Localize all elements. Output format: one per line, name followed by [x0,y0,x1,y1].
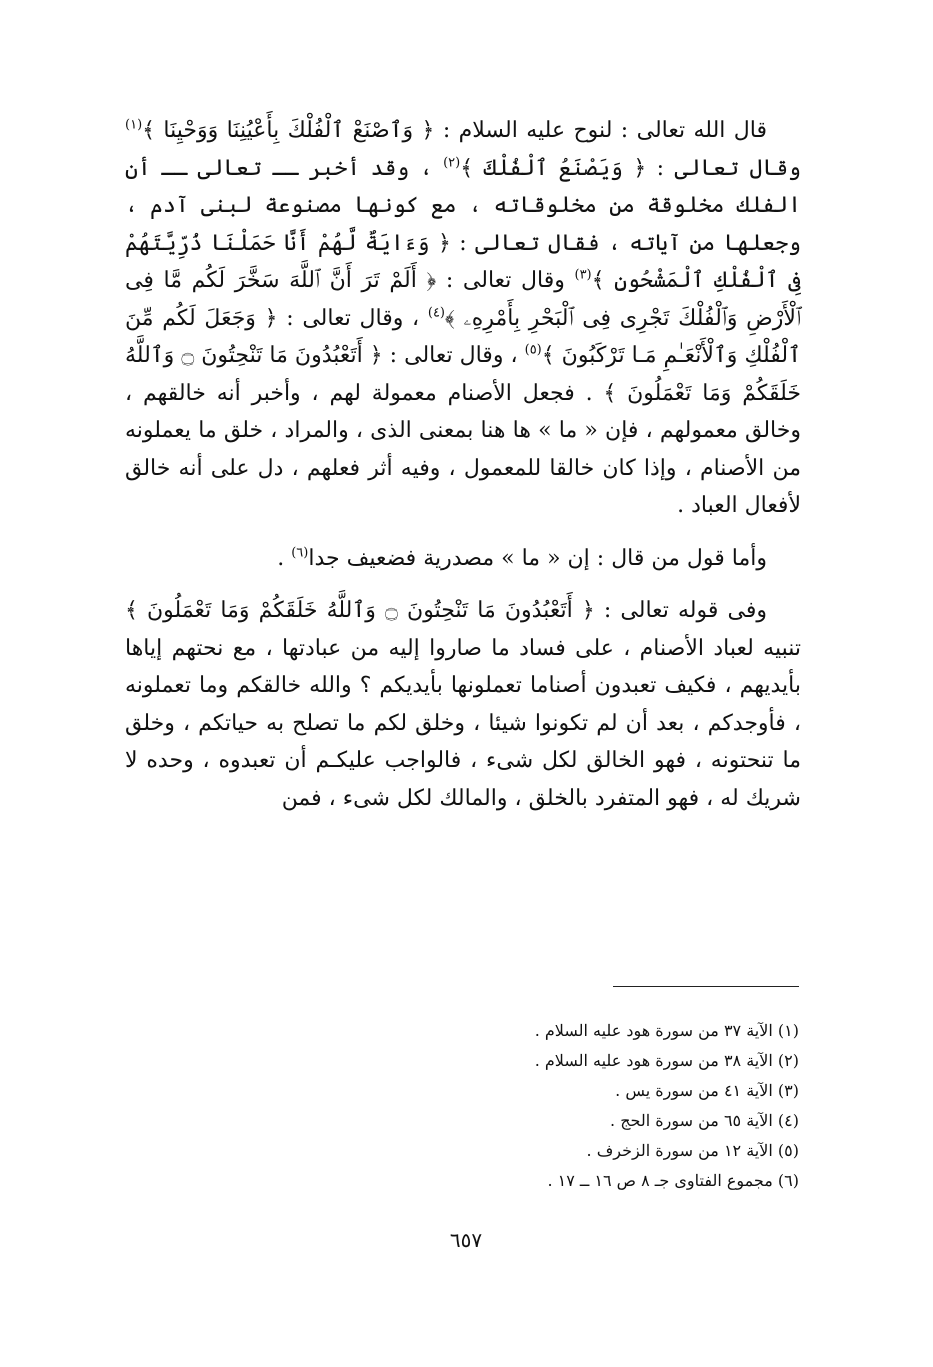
footnote-separator [613,986,799,987]
paragraph-text: وقال تعالى : ﴿ أَلَمْ تَرَ أَنَّ ٱللَّهَ سَخَّرَ لَكُم مَّا فِى ٱلْأَرْضِ وَٱلْفُلْكَ تَجْرِى فِى ٱلْبَحْرِ بِأَمْرِهِۦ ﴾ [125,268,801,331]
footnote-reference: (٥) [524,342,542,358]
paragraph [125,112,801,525]
footnote-reference: (٤) [427,305,445,321]
footnote: (٣) الآية ٤١ من سورة يس . [615,1081,799,1100]
paragraph [125,540,801,578]
footnote: (٢) الآية ٣٨ من سورة هود عليه السلام . [534,1051,799,1070]
body-text [125,112,801,817]
footnote: (١) الآية ٣٧ من سورة هود عليه السلام . [534,1021,799,1040]
paragraph-text: وأما قول من قال : إن « ما » مصدرية فضعيف جدا [308,545,767,571]
paragraph-text: وقال تعالى : ﴿ وَيَصْنَعُ ٱلْفُلْكَ ﴾ [460,155,802,181]
footnote: (٤) الآية ٦٥ من سورة الحج . [610,1111,799,1130]
page-number: ٦٥٧ [449,1228,483,1252]
paragraph-text: ، وقال تعالى : ﴿ وَجَعَلَ لَكُم مِّنَ ٱلْفُلْكِ وَٱلْأَنْعَـٰمِ مَـا تَرْكَبُونَ ﴾ [125,305,802,368]
paragraph-text: وفى قوله تعالى : ﴿ أَتَعْبُدُونَ مَا تَنْحِتُونَ ۝ وَٱللَّهُ خَلَقَكُمْ وَمَا تَعْمَلُونَ ﴾ تنبيه لعباد الأصنام ، على فساد ما صاروا إليه من عبادتها ، مع نحتهم إياها بأيديهم ، فكيف تعبدون أصناما تعملونها بأيديكم ؟ والله خالقكم وما تعملونه ، فأوجدكم ، بعد أن لم تكونوا شيئا ، وخلق لكم ما تصلح به حياتكم ، وخلق ما تنحتونه ، فهو الخالق لكل شىء ، فالواجب عليكـم أن تعبدوه ، وحده لا شريك له ، فهو المتفرد بالخلق ، والمالك لكل شىء ، فمن [125,598,802,811]
footnote: (٦) مجموع الفتاوى جـ ٨ ص ١٦ ــ ١٧ . [547,1171,799,1190]
paragraph-text: قال الله تعالى : لنوح عليه السلام : ﴿ وَٱصْنَعْ ٱلْفُلْكَ بِأَعْيُنِنَا وَوَحْيِنَا ﴾ [142,118,767,143]
footnote: (٥) الآية ١٢ من سورة الزخرف . [586,1141,799,1160]
footnote-reference: (٢) [443,155,461,171]
footnotes [299,1016,799,1196]
paragraph-text: . [277,545,292,571]
paragraph [125,592,801,817]
footnote-reference: (٦) [291,545,309,561]
footnote-reference: (١) [125,117,143,133]
paragraph-text: ، وقد أخبر ــ تعالى ــ أن الفلك مخلوقة من مخلوقاته ، مع كونها مصنوعة لبنى آدم ، وجعلها من آياته ، فقال تعالى : ﴿ وَءَايَةٌ لَّهُمْ أَنَّا حَمَلْنَا ذُرِّيَّتَهُمْ فِى ٱلْفُلْكِ ٱلْمَشْحُونِ ﴾ [125,155,801,293]
footnote-reference: (٣) [574,267,592,283]
paragraph-text: ، وقال تعالى : ﴿ أَتَعْبُدُونَ مَا تَنْحِتُونَ ۝ وَٱللَّهُ خَلَقَكُمْ وَمَا تَعْمَلُونَ ﴾ . فجعل الأصنام معمولة لهم ، وأخبر أنه خالقهم ، وخالق معمولهم ، فإن « ما » ها هنا بمعنى الذى ، والمراد ، خلق ما يعملونه من الأصنام ، وإذا كان خالقا للمعمول ، وفيه أثر فعلهم ، دل على أنه خالق لأفعال العباد . [125,343,801,518]
